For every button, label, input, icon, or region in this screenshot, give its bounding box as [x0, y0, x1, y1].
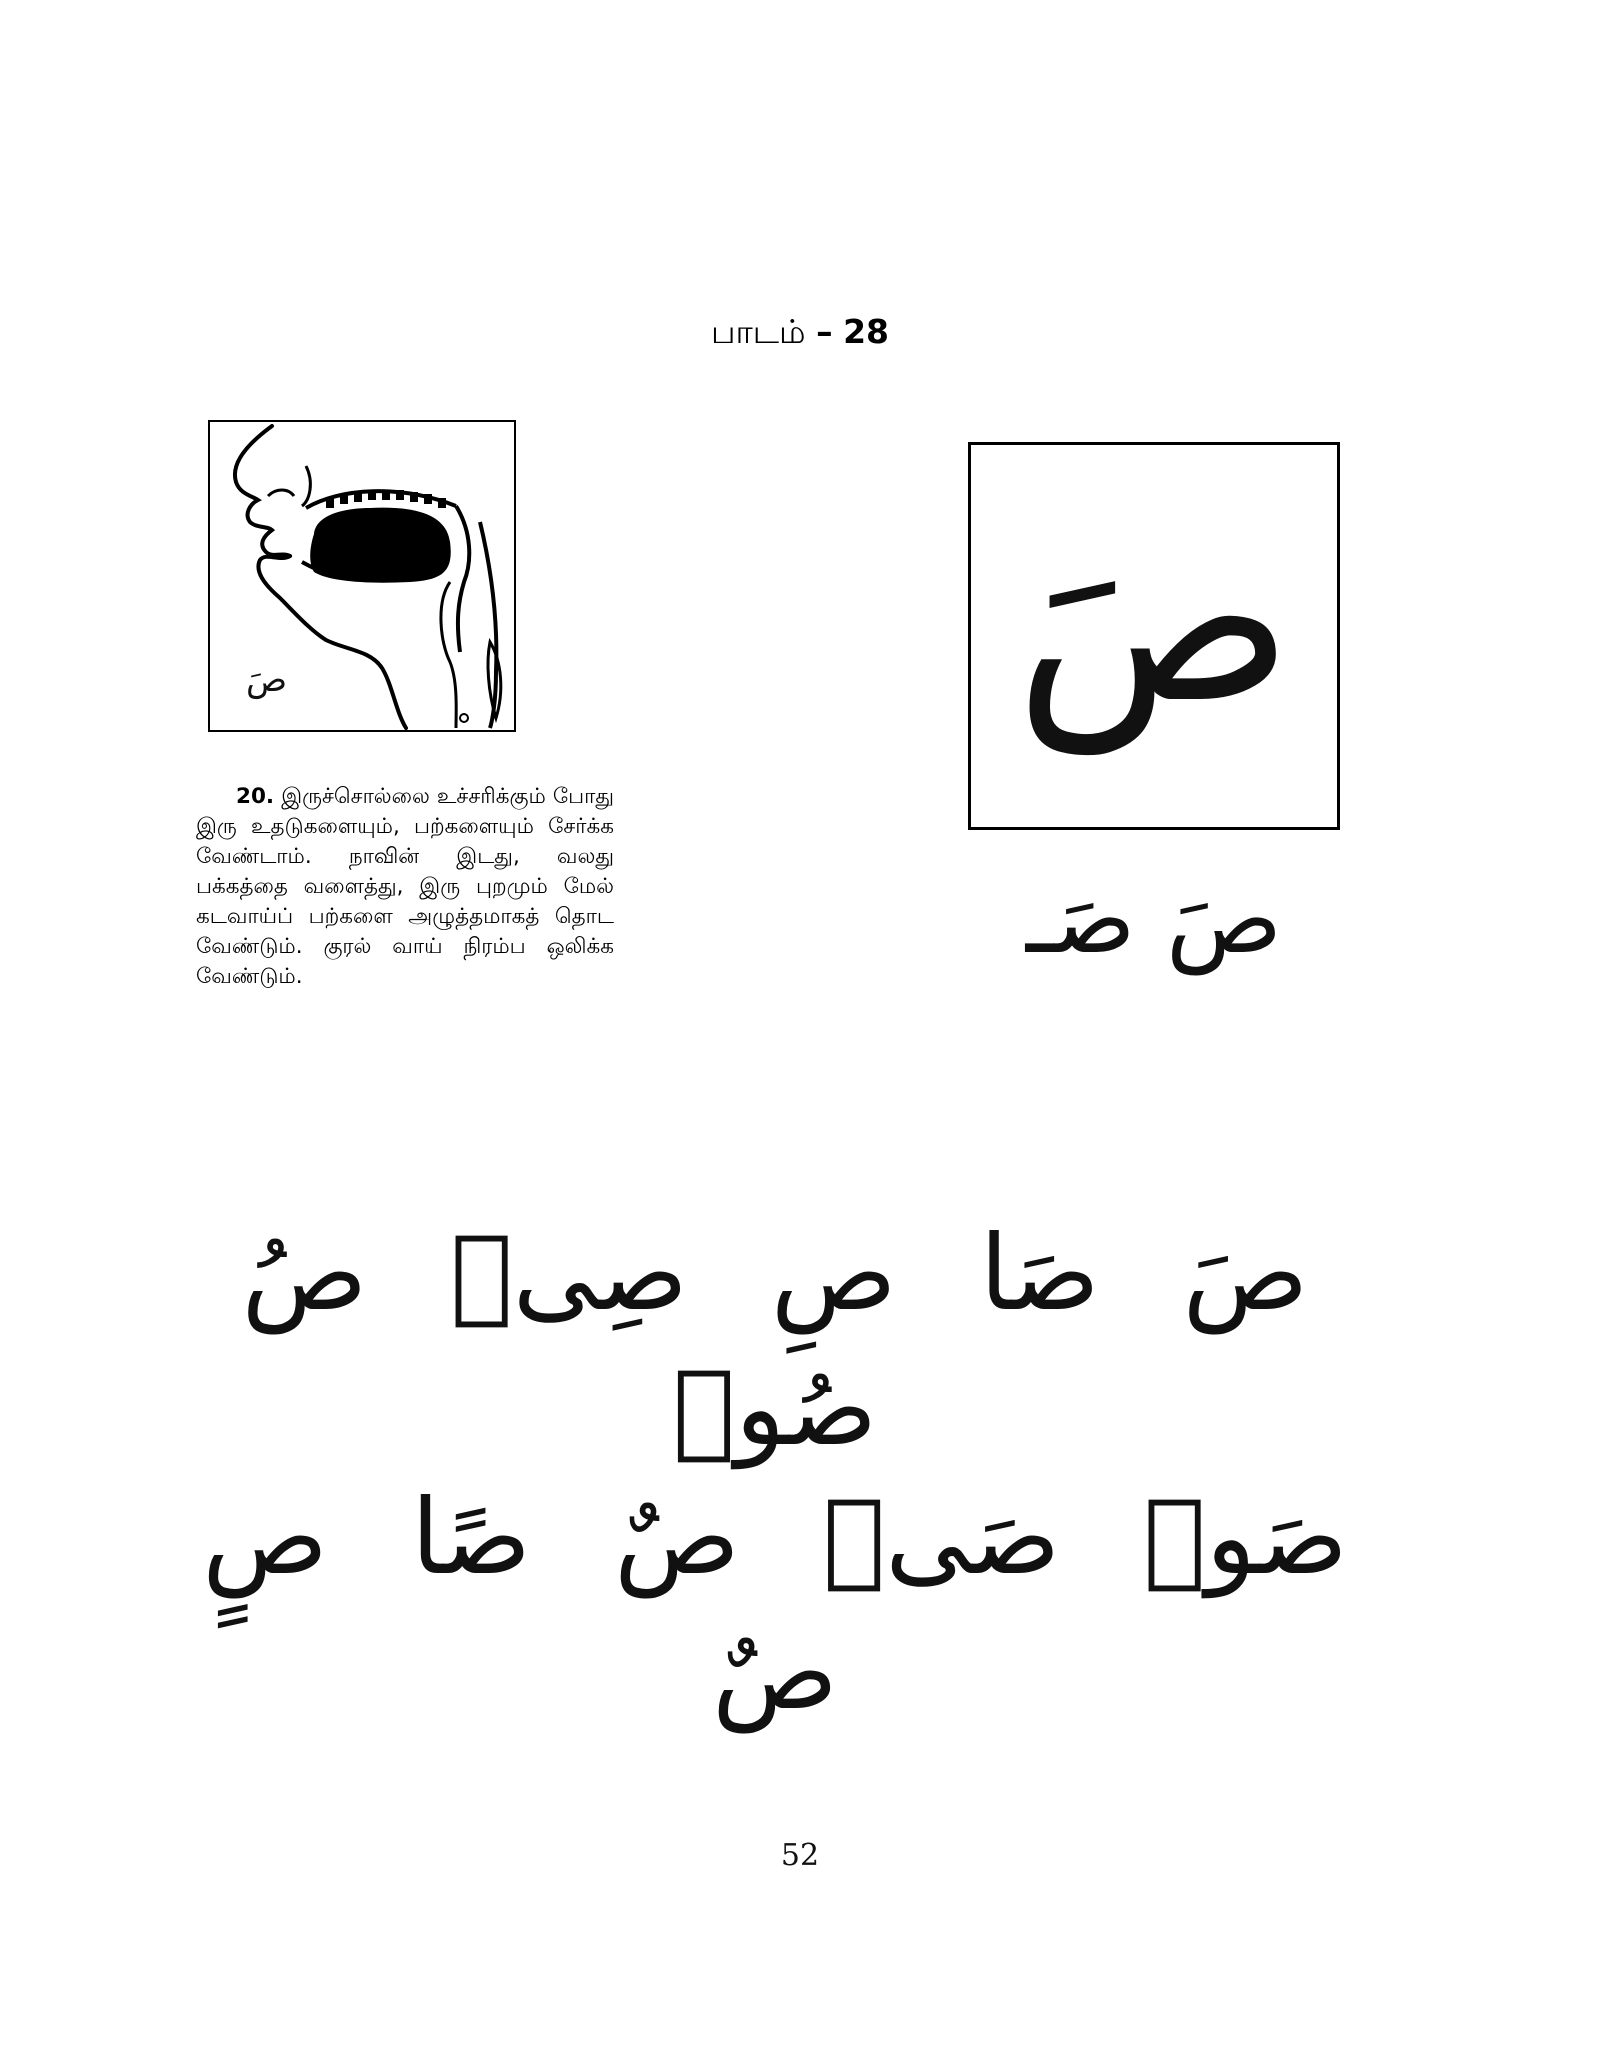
- instruction-paragraph: [196, 782, 614, 992]
- practice-row-1: صَ صَا صِ صِىۡ صُ صُوۡ: [241, 1212, 1309, 1470]
- lesson-number: 28: [843, 312, 890, 351]
- instruction-text: இருச்சொல்லை உச்சரிக்கும் போது இரு உதடுகளையும், பற்களையும் சேர்க்க வேண்டாம். நாவின் இடது, வலது பக்கத்தை வளைத்து, இரு புறமும் மேல் கடவாய்ப் பற்களை அழுத்தமாகத் தொட வேண்டும். குரல் வாய் நிரம்ப ஒலிக்க வேண்டும்.: [196, 784, 614, 989]
- lesson-label: பாடம்: [710, 312, 806, 351]
- practice-row-2: صَوۡ صَىۡ صٌ صًا صٍ صٌ: [202, 1476, 1348, 1734]
- articulation-diagram: [208, 420, 516, 732]
- instruction-number: 20.: [236, 784, 275, 809]
- letter-forms: صَ صَـ: [1025, 863, 1283, 975]
- lesson-separator: –: [816, 312, 833, 351]
- main-letter-box: [968, 442, 1340, 830]
- main-letter: صَ: [1014, 487, 1294, 754]
- lesson-title: [0, 312, 1600, 356]
- diagram-letter-label: صَ: [246, 660, 288, 700]
- page-number: 52: [780, 1838, 820, 1873]
